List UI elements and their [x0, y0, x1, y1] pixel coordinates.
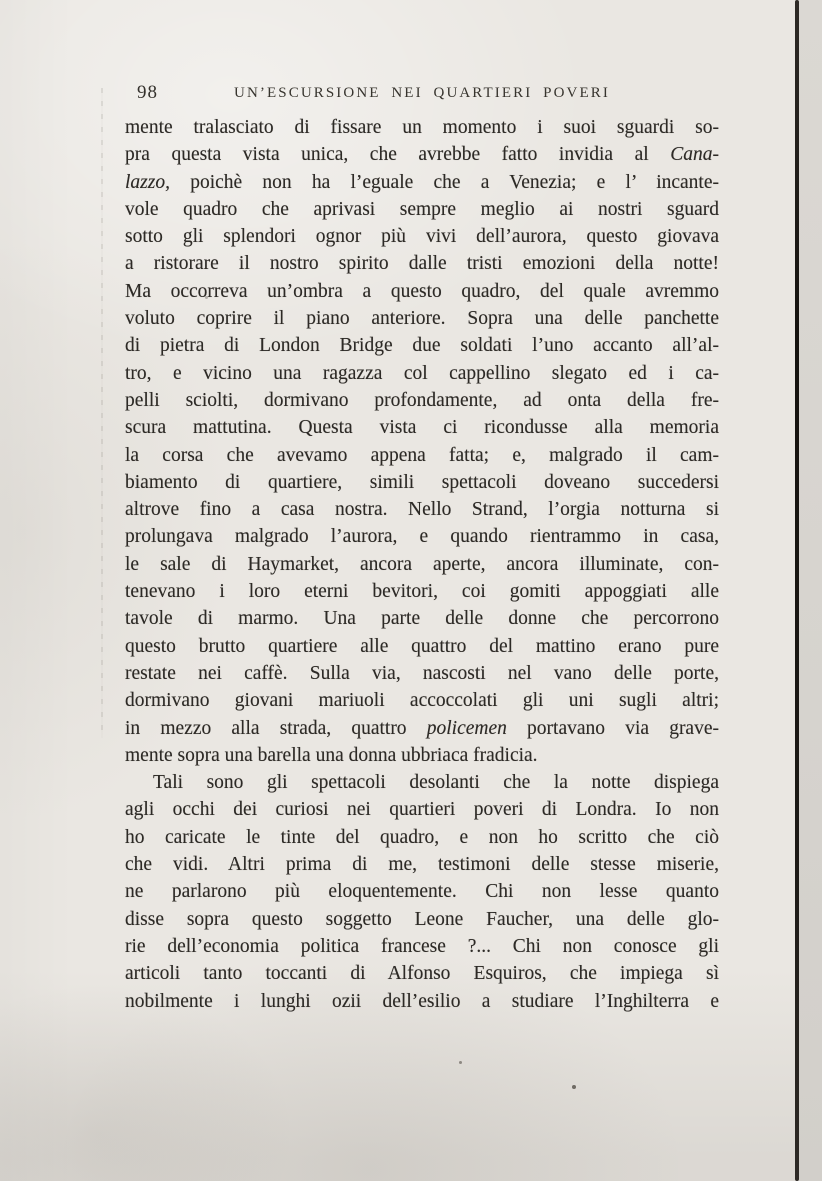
- text-line: [125, 523, 719, 550]
- text-segment: scura mattutina. Questa vista ci ricondusse alla memoria: [125, 417, 719, 439]
- text-segment: ne parlarono più eloquentemente. Chi non lesse quanto: [125, 881, 719, 903]
- text-line: [125, 223, 719, 250]
- text-segment: le sale di Haymarket, ancora aperte, ancora illuminate, con-: [125, 553, 719, 575]
- left-fold-mark: [101, 88, 103, 738]
- text-segment: biamento di quartiere, simili spettacoli doveano succedersi: [125, 471, 719, 493]
- page-edge-margin: [799, 0, 822, 1181]
- text-line: [125, 988, 719, 1015]
- text-line: [125, 715, 719, 742]
- text-segment: rie dell’economia politica francese ?... Chi non conosce gli: [125, 935, 719, 957]
- running-header: UN’ESCURSIONE NEI QUARTIERI POVERI: [234, 85, 610, 101]
- text-line: [125, 141, 719, 168]
- text-line: [125, 851, 719, 878]
- text-segment: a ristorare il nostro spirito dalle tristi emozioni della notte!: [125, 253, 719, 275]
- text-line: [125, 250, 719, 277]
- page-number: 98: [137, 82, 158, 103]
- text-segment: altrove fino a casa nostra. Nello Strand, l’orgia notturna si: [125, 499, 719, 521]
- text-segment: Tali sono gli spettacoli desolanti che la notte dispiega: [153, 772, 719, 794]
- text-segment: mente tralasciato di fissare un momento i suoi sguardi so-: [125, 117, 719, 138]
- text-line: [125, 769, 719, 796]
- text-block: [125, 114, 719, 1015]
- text-segment: dormivano giovani mariuoli accoccolati gli uni sugli altri;: [125, 690, 719, 712]
- text-line: [125, 960, 719, 987]
- text-line: [125, 824, 719, 851]
- text-line: [125, 660, 719, 687]
- text-segment: tavole di marmo. Una parte delle donne che percorrono: [125, 608, 719, 630]
- text-segment: agli occhi dei curiosi nei quartieri poveri di Londra. Io non: [125, 799, 719, 821]
- text-segment: mente sopra una barella una donna ubbriaca fradicia.: [125, 744, 538, 766]
- text-line: [125, 906, 719, 933]
- text-line: [125, 469, 719, 496]
- text-segment: pra questa vista unica, che avrebbe fatto invidia al: [125, 144, 671, 166]
- text-segment: portavano via grave-: [506, 717, 719, 739]
- text-segment: pelli sciolti, dormivano profondamente, ad onta della fre-: [125, 389, 719, 411]
- text-segment: vole quadro che aprivasi sempre meglio ai nostri sguard: [125, 198, 719, 220]
- text-segment: prolungava malgrado l’aurora, e quando rientrammo in casa,: [125, 526, 719, 548]
- text-line: [125, 605, 719, 632]
- italic-text-segment: lazzo,: [125, 171, 170, 193]
- text-segment: voluto coprire il piano anteriore. Sopra una delle panchette: [125, 308, 719, 330]
- text-segment: tenevano i loro eterni bevitori, coi gomiti appoggiati alle: [125, 581, 719, 603]
- text-line: [125, 196, 719, 223]
- text-line: [125, 414, 719, 441]
- text-line: [125, 551, 719, 578]
- text-line: [125, 796, 719, 823]
- text-segment: in mezzo alla strada, quattro: [125, 717, 427, 739]
- text-line: [125, 578, 719, 605]
- italic-text-segment: Cana-: [670, 144, 719, 166]
- text-segment: restate nei caffè. Sulla via, nascosti nel vano delle porte,: [125, 662, 719, 684]
- text-segment: articoli tanto toccanti di Alfonso Esquiros, che impiega sì: [125, 963, 719, 985]
- text-segment: di pietra di London Bridge due soldati l’uno accanto all’al-: [125, 335, 719, 357]
- text-line: [125, 169, 719, 196]
- text-segment: Ma occorreva un’ombra a questo quadro, del quale avremmo: [125, 280, 719, 302]
- text-segment: tro, e vicino una ragazza col cappellino slegato ed i ca-: [125, 362, 719, 384]
- text-segment: sotto gli splendori ognor più vivi dell’aurora, questo giovava: [125, 226, 719, 248]
- text-line: [125, 332, 719, 359]
- italic-text-segment: policemen: [426, 717, 507, 739]
- text-line: [125, 878, 719, 905]
- text-segment: questo brutto quartiere alle quattro del mattino erano pure: [125, 635, 719, 657]
- text-segment: poichè non ha l’eguale che a Venezia; e l’ incante-: [169, 171, 719, 193]
- text-line: [125, 442, 719, 469]
- text-line: [125, 114, 719, 141]
- text-line: [125, 742, 719, 769]
- text-line: [125, 933, 719, 960]
- text-line: [125, 387, 719, 414]
- text-line: [125, 496, 719, 523]
- text-segment: che vidi. Altri prima di me, testimoni delle stesse miserie,: [125, 854, 719, 876]
- text-line: [125, 305, 719, 332]
- text-segment: disse sopra questo soggetto Leone Faucher, una delle glo-: [125, 908, 719, 930]
- text-segment: la corsa che avevamo appena fatta; e, malgrado il cam-: [125, 444, 719, 466]
- ink-speck: [459, 1061, 462, 1064]
- text-line: [125, 278, 719, 305]
- ink-speck: [572, 1085, 576, 1089]
- text-line: [125, 360, 719, 387]
- text-line: [125, 687, 719, 714]
- text-line: [125, 633, 719, 660]
- text-segment: nobilmente i lunghi ozii dell’esilio a studiare l’Inghilterra e: [125, 990, 719, 1012]
- text-segment: ho caricate le tinte del quadro, e non ho scritto che ciò: [125, 826, 719, 848]
